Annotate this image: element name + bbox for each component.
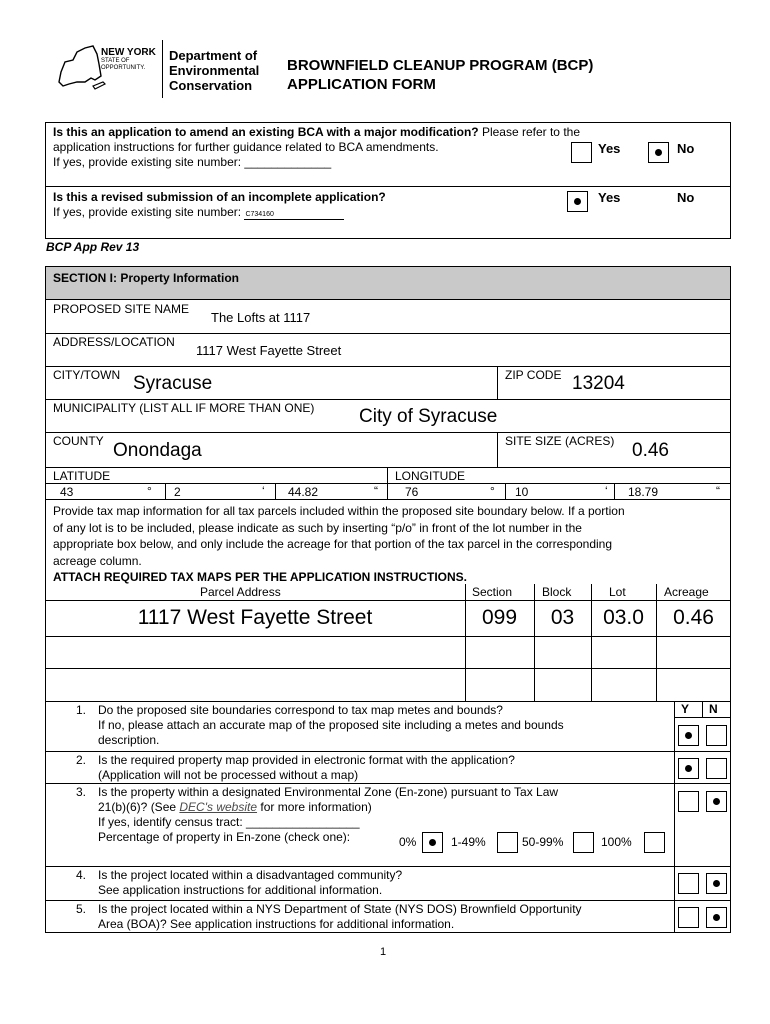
parcel-header-line <box>45 600 731 601</box>
row-divider <box>45 432 731 433</box>
amend-q2-site-number-field[interactable] <box>244 207 344 220</box>
parcel-block-cell[interactable]: 03 <box>550 606 575 629</box>
amend-q1-yes-label: Yes <box>598 141 621 156</box>
q1-line1: Do the proposed site boundaries correspond to tax map metes and bounds? <box>98 703 503 717</box>
lat-seconds[interactable]: 44.82 <box>288 485 319 499</box>
q3-yes-checkbox[interactable] <box>678 791 699 812</box>
q2-text <box>98 753 670 783</box>
row-divider <box>45 366 731 367</box>
amend-q2-site-number: C734160 <box>245 211 274 218</box>
site-name-value[interactable]: The Lofts at 1117 <box>211 310 311 325</box>
amend-q2-yes-label: Yes <box>598 190 621 205</box>
enzone-pct-0-checkbox[interactable] <box>422 832 443 853</box>
latlon-divider <box>387 467 388 499</box>
lon-min-symbol: ‘ <box>605 484 608 498</box>
q3-line4: Percentage of property in En-zone (check one): <box>98 830 351 844</box>
logo-dept-line2: Environmental <box>169 63 260 78</box>
form-title <box>287 56 593 94</box>
enzone-pct-0-label: 0% <box>399 835 417 849</box>
parcel-col-line <box>656 584 657 701</box>
ny-state-map-icon <box>55 42 107 92</box>
lon-divider <box>614 483 615 499</box>
form-title-line1: BROWNFIELD CLEANUP PROGRAM (BCP) <box>287 57 594 74</box>
logo-opportunity: OPPORTUNITY. <box>101 65 146 71</box>
amend-q1-no-label: No <box>677 141 695 156</box>
enzone-pct-100-checkbox[interactable] <box>644 832 665 853</box>
section-title: SECTION I: Property Information <box>53 271 240 285</box>
lat-deg-symbol: ° <box>147 484 152 498</box>
q1-text <box>98 703 670 748</box>
attach-tax-maps-text: ATTACH REQUIRED TAX MAPS PER THE APPLICATION INSTRUCTIONS. <box>53 570 468 584</box>
row-divider <box>45 333 731 334</box>
q1-no-checkbox[interactable] <box>706 725 727 746</box>
parcel-row-line <box>45 636 731 637</box>
enzone-pct-1-49-checkbox[interactable] <box>497 832 518 853</box>
q3-no-checkbox[interactable] <box>706 791 727 812</box>
tax-map-instructions <box>53 503 729 586</box>
lat-minutes[interactable]: 2 <box>174 485 181 499</box>
municipality-label: MUNICIPALITY (LIST ALL IF MORE THAN ONE) <box>53 401 315 415</box>
tax-text-line1: Provide tax map information for all tax parcels included within the proposed site boundary below. If a portion <box>53 504 625 518</box>
q4-line2: See application instructions for additional information. <box>98 883 383 897</box>
q1-yes-checkbox[interactable] <box>678 725 699 746</box>
parcel-col-section: Section <box>472 585 513 599</box>
amend-q2-bold: Is this a revised submission of an incomplete application? <box>53 190 386 204</box>
amend-question-2 <box>53 190 573 220</box>
y-column-header: Y <box>681 702 690 716</box>
zip-value[interactable]: 13204 <box>572 373 625 394</box>
parcel-col-block: Block <box>542 585 572 599</box>
q4-yes-checkbox[interactable] <box>678 873 699 894</box>
question-divider <box>45 751 731 752</box>
longitude-label: LONGITUDE <box>395 469 466 483</box>
page-number: 1 <box>380 946 387 958</box>
lon-minutes[interactable]: 10 <box>515 485 529 499</box>
parcel-row-line <box>45 668 731 669</box>
enzone-pct-100-label: 100% <box>601 835 632 849</box>
parcel-section-cell[interactable]: 099 <box>481 606 518 629</box>
row-divider <box>45 399 731 400</box>
lat-divider <box>165 483 166 499</box>
q2-number: 2. <box>76 753 87 767</box>
site-name-label: PROPOSED SITE NAME <box>53 302 190 316</box>
n-column-header: N <box>709 702 718 716</box>
logo-dept-line1: Department of <box>169 48 258 63</box>
section-header <box>45 266 731 300</box>
lon-sec-symbol: “ <box>716 484 720 498</box>
q5-number: 5. <box>76 902 87 916</box>
amend-q1-bold: Is this an application to amend an existing BCA with a major modification? <box>53 125 479 139</box>
parcel-col-line <box>534 584 535 701</box>
amend-q1-rest: Please refer to the <box>478 125 580 139</box>
question-divider <box>45 783 731 784</box>
question-divider <box>45 900 731 901</box>
parcel-col-acreage: Acreage <box>664 585 709 599</box>
municipality-value[interactable]: City of Syracuse <box>359 406 498 427</box>
dec-website-link[interactable]: DEC's website <box>179 800 258 814</box>
city-value[interactable]: Syracuse <box>133 373 213 394</box>
q2-yes-checkbox[interactable] <box>678 758 699 779</box>
q3-line3: If yes, identify census tract: _________________ <box>98 815 360 829</box>
amend-q1-yes-checkbox[interactable] <box>571 142 592 163</box>
address-value[interactable]: 1117 West Fayette Street <box>196 343 342 358</box>
city-zip-divider <box>497 366 498 399</box>
q2-no-checkbox[interactable] <box>706 758 727 779</box>
yn-col-line <box>674 701 675 933</box>
parcel-address-cell[interactable]: 1117 West Fayette Street <box>137 606 373 629</box>
yn-col-line <box>702 701 703 717</box>
parcel-lot-cell[interactable]: 03.0 <box>603 606 644 629</box>
q5-yes-checkbox[interactable] <box>678 907 699 928</box>
county-value[interactable]: Onondaga <box>113 440 202 461</box>
q3-number: 3. <box>76 785 87 799</box>
amend-q1-line3: If yes, provide existing site number: _____________ <box>53 155 332 169</box>
enzone-pct-50-99-label: 50-99% <box>522 835 564 849</box>
q1-line2: If no, please attach an accurate map of the proposed site including a metes and bounds <box>98 718 564 732</box>
enzone-pct-1-49-label: 1-49% <box>451 835 486 849</box>
parcel-col-line <box>591 584 592 701</box>
tax-text-line2: of any lot is to be included, please indicate as such by inserting “p/o” in front of the lot number in the <box>53 520 582 535</box>
latitude-label: LATITUDE <box>53 469 111 483</box>
parcel-row-line <box>45 701 731 702</box>
amend-q1-no-checkbox[interactable] <box>648 142 669 163</box>
county-label: COUNTY <box>53 434 104 448</box>
amend-q2-yes-checkbox[interactable] <box>567 191 588 212</box>
lat-sec-symbol: “ <box>374 484 378 498</box>
yn-header-line <box>674 717 731 718</box>
lat-degrees[interactable]: 43 <box>60 485 74 499</box>
parcel-col-lot: Lot <box>609 585 626 599</box>
amend-q2-line2: If yes, provide existing site number: <box>53 205 242 219</box>
logo-divider <box>162 40 163 98</box>
address-label: ADDRESS/LOCATION <box>53 335 175 349</box>
amend-q2-no-label: No <box>677 190 695 205</box>
row-divider <box>45 467 731 468</box>
q4-line1: Is the project located within a disadvantaged community? <box>98 868 403 882</box>
lon-degrees[interactable]: 76 <box>405 485 419 499</box>
q4-text <box>98 868 670 898</box>
parcel-col-address: Parcel Address <box>200 585 281 599</box>
q1-line3: description. <box>98 733 160 747</box>
q4-no-checkbox[interactable] <box>706 873 727 894</box>
lat-divider <box>275 483 276 499</box>
amendment-divider <box>46 186 730 187</box>
site-size-value[interactable]: 0.46 <box>632 440 669 461</box>
logo-new-york: NEW YORK <box>101 47 156 58</box>
q5-line2: Area (BOA)? See application instructions for additional information. <box>98 917 455 931</box>
form-title-line2: APPLICATION FORM <box>287 76 436 93</box>
site-size-label: SITE SIZE (ACRES) <box>505 434 615 448</box>
q4-number: 4. <box>76 868 87 882</box>
enzone-pct-50-99-checkbox[interactable] <box>573 832 594 853</box>
zip-label: ZIP CODE <box>505 368 562 382</box>
parcel-acreage-cell[interactable]: 0.46 <box>673 606 714 629</box>
q1-number: 1. <box>76 703 87 717</box>
logo-dept-line3: Conservation <box>169 78 253 93</box>
bcp-app-rev: BCP App Rev 13 <box>46 240 140 254</box>
tax-text-line4: acreage column. <box>53 553 142 568</box>
question-divider <box>45 866 731 867</box>
q5-no-checkbox[interactable] <box>706 907 727 928</box>
amend-q1-line2: application instructions for further guidance related to BCA amendments. <box>53 140 439 154</box>
q3-line2a: 21(b)(6)? (See <box>98 800 180 814</box>
county-size-divider <box>497 432 498 467</box>
q5-line1: Is the project located within a NYS Department of State (NYS DOS) Brownfield Opportunity <box>98 902 582 916</box>
nys-dec-logo <box>55 40 265 100</box>
parcel-col-line <box>465 584 466 701</box>
tax-text-line3: appropriate box below, and only include the acreage for that portion of the tax parcel in the corresponding <box>53 537 613 551</box>
logo-state-of: STATE OF <box>101 58 130 64</box>
q5-text <box>98 902 670 932</box>
lon-divider <box>505 483 506 499</box>
lat-min-symbol: ‘ <box>262 484 265 498</box>
city-label: CITY/TOWN <box>53 368 121 382</box>
q3-line2b: for more information) <box>257 800 372 814</box>
lon-deg-symbol: ° <box>490 484 495 498</box>
lon-seconds[interactable]: 18.79 <box>628 485 659 499</box>
q3-line1: Is the property within a designated Environmental Zone (En-zone) pursuant to Tax Law <box>98 785 559 799</box>
q2-line2: (Application will not be processed without a map) <box>98 768 359 782</box>
q2-line1: Is the required property map provided in electronic format with the application? <box>98 753 515 767</box>
